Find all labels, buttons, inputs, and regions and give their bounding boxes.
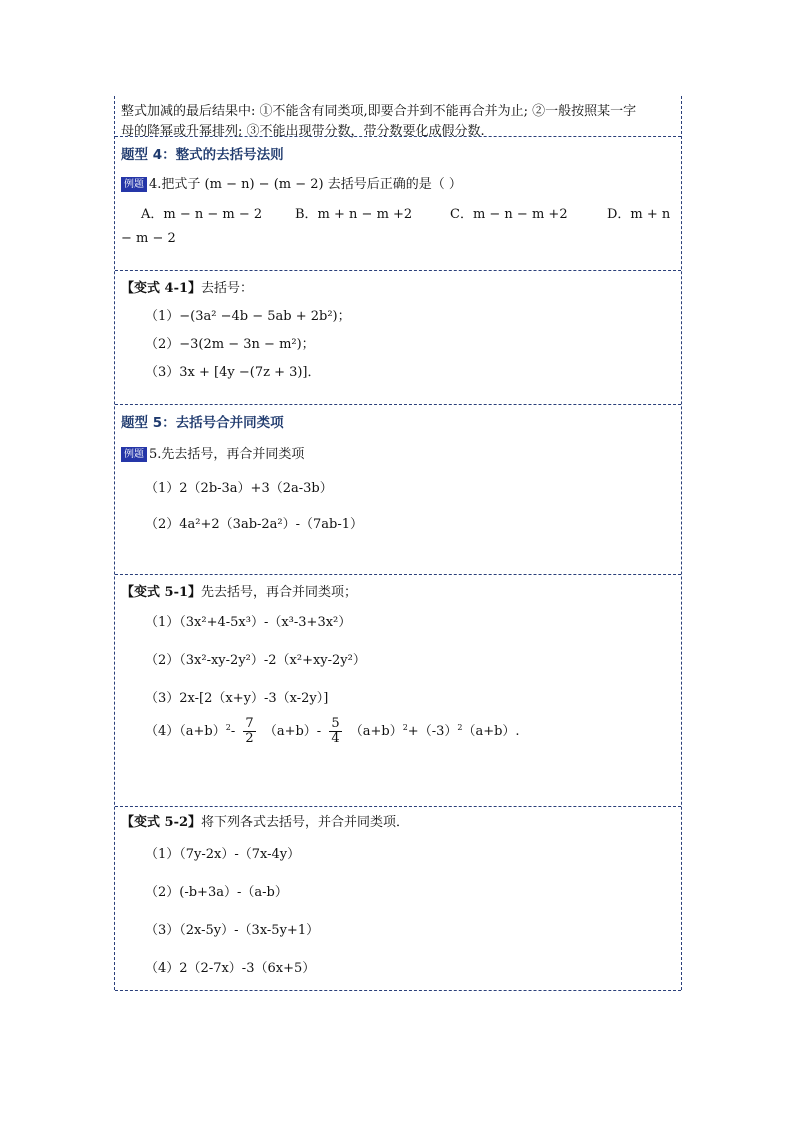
question-text: 4.把式子 (m − n) − (m − 2) 去括号后正确的是（ ） xyxy=(149,177,462,192)
list-item: （3）（2x-5y）-（3x-5y+1） xyxy=(145,923,320,938)
list-item: （1）2（2b-3a）+3（2a-3b） xyxy=(145,481,333,496)
list-item: （2）（3x²-xy-2y²）-2（x²+xy-2y²） xyxy=(145,653,366,668)
content-frame xyxy=(114,96,682,990)
list-item: （2）4a²+2（3ab-2a²）-（7ab-1） xyxy=(145,517,364,532)
fraction-7-2 xyxy=(243,717,255,746)
exponent: 2 xyxy=(457,723,463,732)
frame-bottom-border xyxy=(115,990,681,991)
variant-heading xyxy=(121,277,253,296)
variant-heading xyxy=(121,811,409,830)
example-tag: 例题 xyxy=(121,447,147,462)
denominator: 4 xyxy=(331,731,340,746)
section-variant-5-2 xyxy=(115,806,681,991)
list-item: （2）(-b+3a）-（a-b） xyxy=(145,885,288,900)
expr-part: （a+b）- xyxy=(263,724,322,739)
expr-part: +（-3） xyxy=(407,724,458,739)
section-title: 题型 4：整式的去括号法则 xyxy=(121,147,284,163)
list-item: （1）（7y-2x）-（7x-4y） xyxy=(145,847,301,862)
example-tag: 例题 xyxy=(121,177,147,192)
list-item: （3）3x + [4y −(7z + 3)]． xyxy=(145,365,321,380)
expr-part: - xyxy=(230,724,236,739)
variant-text: 去括号： xyxy=(201,281,254,296)
denominator: 2 xyxy=(245,731,254,746)
example-question xyxy=(121,173,462,192)
fraction-5-4 xyxy=(329,717,341,746)
list-item: （2）−3(2m − 3n − m²)； xyxy=(145,337,315,352)
variant-label: 【变式 4-1】 xyxy=(121,281,202,296)
intro-line-1: 整式加减的最后结果中: ①不能含有同类项,即要合并到不能再合并为止; ②一般按照某一字 xyxy=(121,104,637,119)
question-text: 5.先去括号，再合并同类项 xyxy=(149,447,305,462)
section-type-5 xyxy=(115,404,681,575)
variant-label: 【变式 5-1】 xyxy=(121,585,202,600)
variant-label: 【变式 5-2】 xyxy=(121,815,202,830)
option-b: B．m + n − m +2 xyxy=(295,207,413,222)
expr-part: （a+b）. xyxy=(462,724,520,739)
list-item: （1）（3x²+4-5x³）-（x³-3+3x²） xyxy=(145,615,352,630)
list-item-with-fractions xyxy=(145,717,520,746)
variant-text: 将下列各式去括号，并合并同类项． xyxy=(201,815,410,830)
section-title: 题型 5：去括号合并同类项 xyxy=(121,415,284,431)
section-variant-4-1 xyxy=(115,270,681,405)
option-a: A．m − n − m − 2 xyxy=(141,207,263,222)
variant-text: 先去括号，再合并同类项； xyxy=(201,585,358,600)
section-variant-5-1 xyxy=(115,574,681,807)
numerator: 7 xyxy=(245,716,254,731)
list-item: （4）2（2-7x）-3（6x+5） xyxy=(145,961,316,976)
section-type-4 xyxy=(115,136,681,271)
numerator: 5 xyxy=(331,716,340,731)
exponent: 2 xyxy=(402,723,408,732)
option-d-continued: − m − 2 xyxy=(121,231,176,246)
list-item: （1）−(3a² −4b − 5ab + 2b²)； xyxy=(145,309,351,324)
option-c: C．m − n − m +2 xyxy=(450,207,568,222)
exponent: 2 xyxy=(225,723,231,732)
variant-heading xyxy=(121,581,357,600)
expr-part: （a+b） xyxy=(349,724,403,739)
list-item: （3）2x-[2（x+y）-3（x-2y）] xyxy=(145,691,329,706)
example-question xyxy=(121,443,304,462)
option-d: D．m + n xyxy=(607,207,671,222)
expr-part: （4）（a+b） xyxy=(145,724,226,739)
intro-line-2: 母的降幂或升幂排列; ③不能出现带分数，带分数要化成假分数. xyxy=(121,124,485,139)
